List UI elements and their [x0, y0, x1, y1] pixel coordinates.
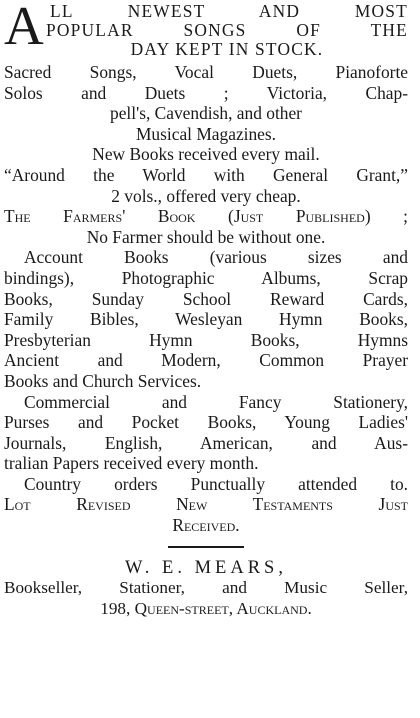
- advert-heading: [4, 0, 408, 62]
- body-line: “Around the World with General Grant,”: [4, 164, 408, 185]
- heading-line-3: DAY KEPT IN STOCK.: [130, 40, 324, 59]
- body-line: Received.: [172, 515, 240, 536]
- body-line: Commercial and Fancy Stationery,: [24, 391, 408, 412]
- heading-line-1: LL NEWEST AND MOST: [50, 2, 408, 21]
- body-line: Family Bibles, Wesleyan Hymn Books,: [4, 309, 408, 330]
- body-line: Musical Magazines.: [135, 123, 277, 144]
- body-line: Lot Revised New Testaments Just: [4, 494, 408, 515]
- body-line: pell's, Cavendish, and other: [110, 103, 302, 124]
- body-line: No Farmer should be without one.: [86, 226, 326, 247]
- advertiser-name: W. E. MEARS,: [125, 557, 287, 578]
- body-line: Books and Church Services.: [4, 370, 202, 391]
- body-line: Journals, English, American, and Aus-: [4, 432, 408, 453]
- body-line: New Books received every mail.: [92, 144, 320, 165]
- body-line: Ancient and Modern, Common Prayer: [4, 350, 408, 371]
- body-line: Presbyterian Hymn Books, Hymns: [4, 329, 408, 350]
- body-line: tralian Papers received every month.: [4, 453, 259, 474]
- body-line: The Farmers' Book (Just Published) ;: [4, 206, 408, 227]
- body-line: 2 vols., offered very cheap.: [111, 185, 301, 206]
- body-line: Sacred Songs, Vocal Duets, Pianoforte: [4, 62, 408, 82]
- advertiser-trade: Bookseller, Stationer, and Music Seller,: [4, 578, 408, 598]
- body-line: Country orders Punctually attended to.: [24, 473, 408, 494]
- divider-rule: [168, 546, 244, 548]
- drop-cap: A: [4, 0, 44, 56]
- body-line: Purses and Pocket Books, Young Ladies': [4, 412, 408, 433]
- body-line: bindings), Photographic Albums, Scrap: [4, 267, 408, 288]
- body-line: Solos and Duets ; Victoria, Chap-: [4, 82, 408, 103]
- advertisement: [4, 0, 408, 619]
- body-line: Account Books (various sizes and: [24, 247, 408, 268]
- body-line: Books, Sunday School Reward Cards,: [4, 288, 408, 309]
- heading-line-2: POPULAR SONGS OF THE: [46, 21, 408, 40]
- advertiser-address: 198, Queen-street, Auckland.: [100, 598, 312, 618]
